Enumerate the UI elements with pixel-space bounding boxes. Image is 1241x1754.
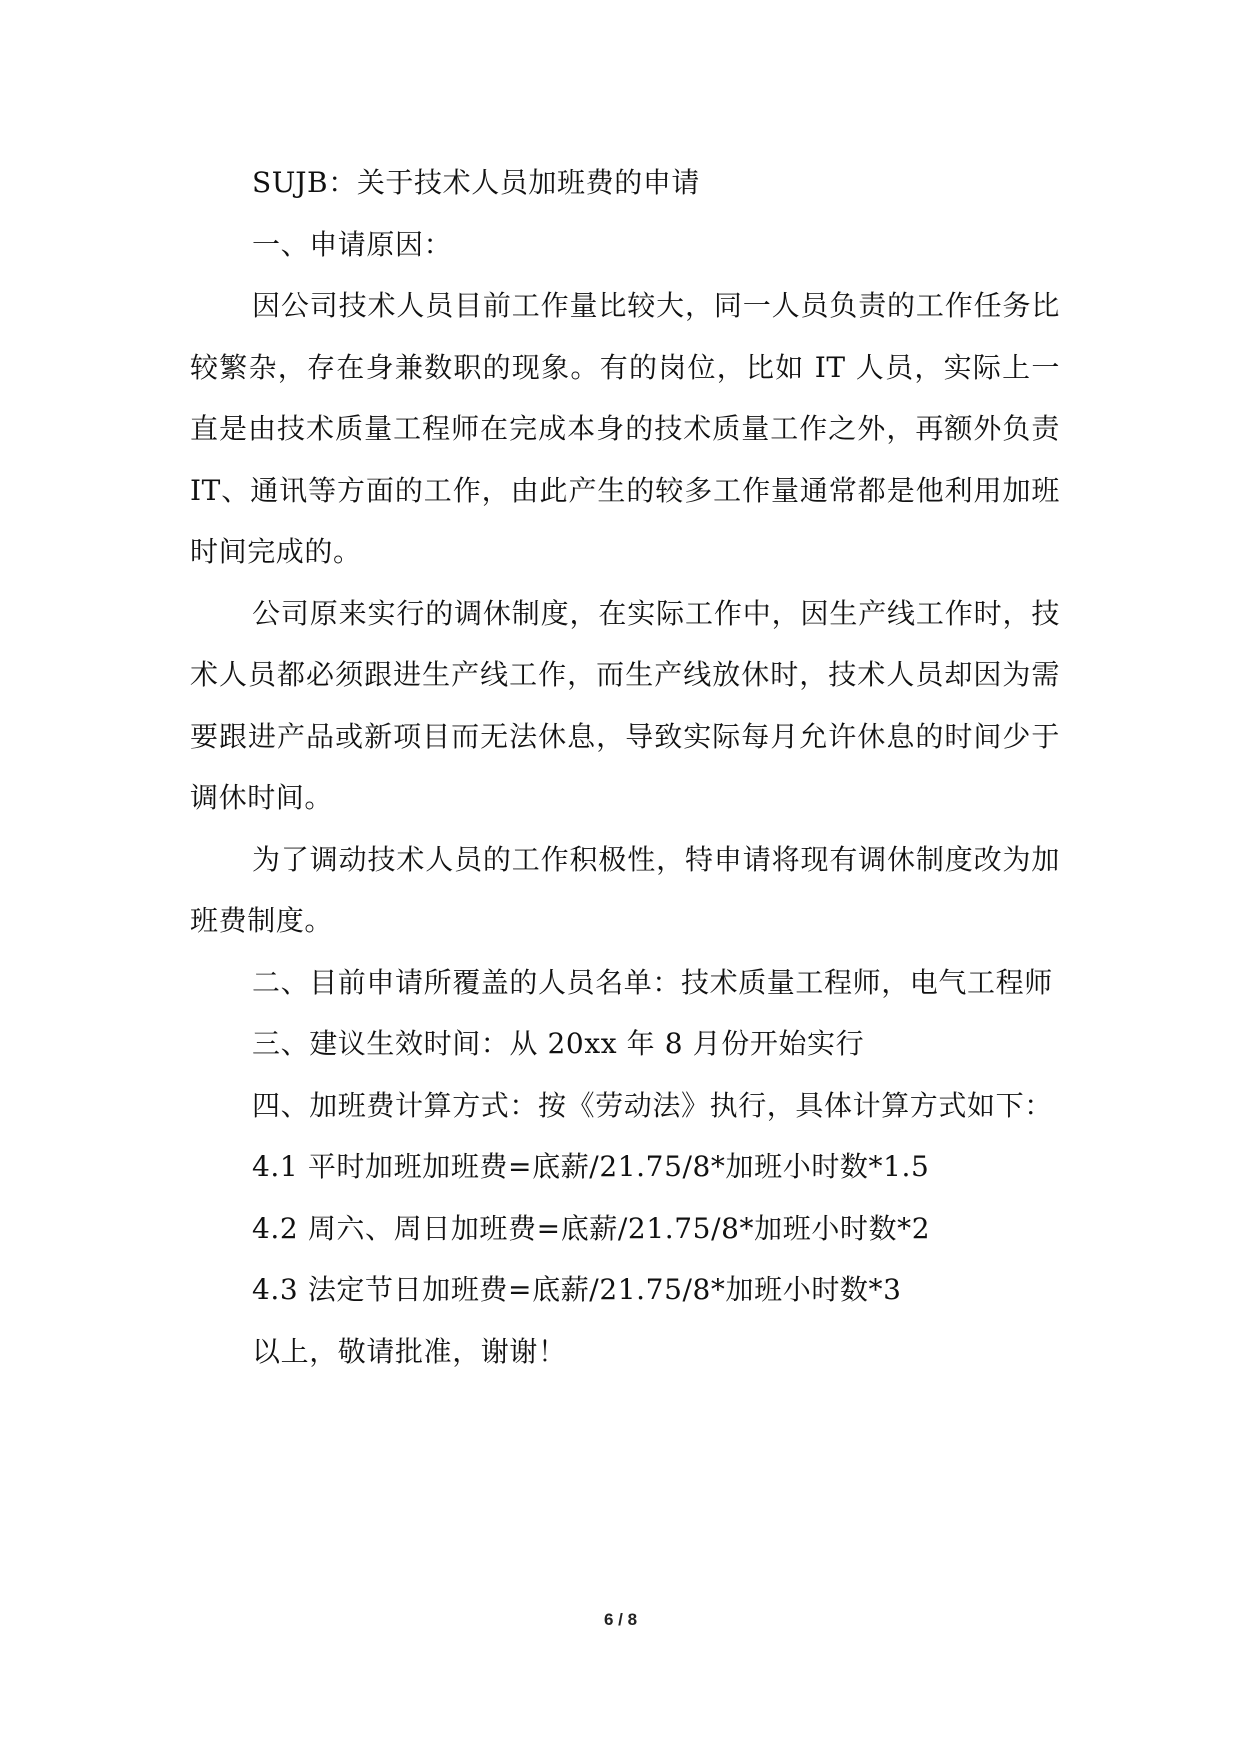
- paragraph-reason-proposal: 为了调动技术人员的工作积极性，特申请将现有调休制度改为加班费制度。: [190, 842, 1060, 937]
- document-title: SUJB：关于技术人员加班费的申请: [252, 166, 701, 199]
- paragraph-reason-workload: 因公司技术人员目前工作量比较大，同一人员负责的工作任务比较繁杂，存在身兼数职的现象。有的岗位，比如 IT 人员，实际上一直是由技术质量工程师在完成本身的技术质量工作之外，再额外负责 IT、通讯等方面的工作，由此产生的较多工作量通常都是他利用加班时间完成的。: [190, 289, 1060, 568]
- formula-weekend: 4.2 周六、周日加班费=底薪/21.75/8*加班小时数*2: [252, 1211, 931, 1245]
- page-number: 6 / 8: [603, 1610, 638, 1629]
- formula-weekday: 4.1 平时加班加班费=底薪/21.75/8*加班小时数*1.5: [252, 1150, 930, 1183]
- paragraph-reason-rest-system: 公司原来实行的调休制度，在实际工作中，因生产线工作时，技术人员都必须跟进生产线工作，而生产线放休时，技术人员却因为需要跟进产品或新项目而无法休息，导致实际每月允许休息的时间少于调休时间。: [190, 596, 1060, 814]
- closing-line: 以上，敬请批准，谢谢！: [252, 1334, 567, 1368]
- section-2-staff-list: 二、目前申请所覆盖的人员名单：技术质量工程师，电气工程师: [252, 965, 1053, 999]
- section-3-effective-date: 三、建议生效时间：从 20xx 年 8 月份开始实行: [252, 1027, 865, 1060]
- section-4-calculation: 四、加班费计算方式：按《劳动法》执行，具体计算方式如下：: [252, 1088, 1053, 1122]
- formula-holiday: 4.3 法定节日加班费=底薪/21.75/8*加班小时数*3: [252, 1273, 902, 1306]
- section-1-heading: 一、申请原因：: [252, 227, 453, 261]
- document-body: [190, 152, 1060, 1382]
